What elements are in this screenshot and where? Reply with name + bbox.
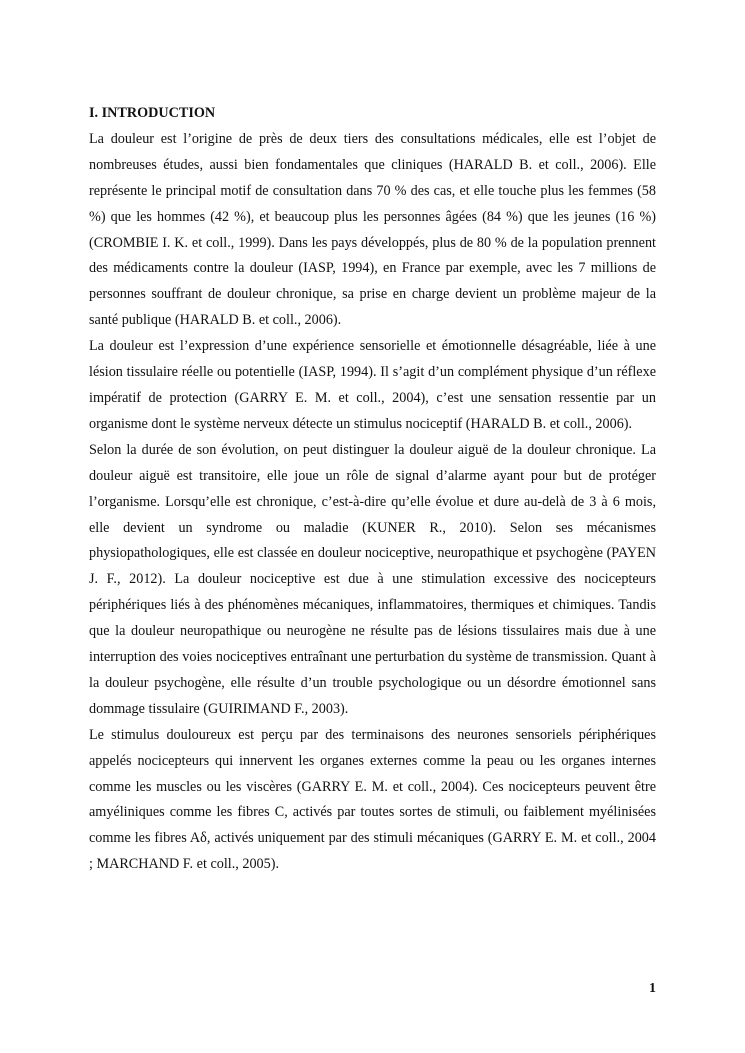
document-body (89, 101, 656, 878)
paragraph-classification: Selon la durée de son évolution, on peut distinguer la douleur aiguë de la douleur chronique. La douleur aiguë est transitoire, elle joue un rôle de signal d’alarme ayant pour but de protéger l’organisme. Lorsqu’elle est chronique, c’est-à-dire qu’elle évolue et dure au-delà de 3 à 6 mois, elle devient un syndrome ou maladie (KUNER R., 2010). Selon ses mécanismes physiopathologiques, elle est classée en douleur nociceptive, neuropathique et psychogène (PAYEN J. F., 2012). La douleur nociceptive est due à une stimulation excessive des nocicepteurs périphériques liés à des phénomènes mécaniques, inflammatoires, thermiques et chimiques. Tandis que la douleur neuropathique ou neurogène ne résulte pas de lésions tissulaires mais due à une interruption des voies nociceptives entraînant une perturbation du système de transmission. Quant à la douleur psychogène, elle résulte d’un trouble psychologique ou un désordre émotionnel sans dommage tissulaire (GUIRIMAND F., 2003). (89, 441, 656, 717)
section-heading: I. INTRODUCTION (89, 105, 216, 121)
paragraph-nociceptors: Le stimulus douloureux est perçu par des terminaisons des neurones sensoriels périphériques appelés nocicepteurs qui innervent les organes externes comme la peau ou les organes internes comme les muscles ou les viscères (GARRY E. M. et coll., 2004). Ces nocicepteurs peuvent être amyéliniques comme les fibres C, activés par toutes sortes de stimuli, ou faiblement myélinisées comme les fibres Aδ, activés uniquement par des stimuli mécaniques (GARRY E. M. et coll., 2004 ; MARCHAND F. et coll., 2005). (89, 726, 656, 873)
paragraph-definition: La douleur est l’expression d’une expérience sensorielle et émotionnelle désagréable, liée à une lésion tissulaire réelle ou potentielle (IASP, 1994). Il s’agit d’un complément physique d’un réflexe impératif de protection (GARRY E. M. et coll., 2004), c’est une sensation ressentie par un organisme dont le système nerveux détecte un stimulus nociceptif (HARALD B. et coll., 2006). (89, 338, 656, 432)
page-number: 1 (649, 981, 656, 996)
paragraph-prevalence: La douleur est l’origine de près de deux tiers des consultations médicales, elle est l’objet de nombreuses études, aussi bien fondamentales que cliniques (HARALD B. et coll., 2006). Elle représente le principal motif de consultation dans 70 % des cas, et elle touche plus les femmes (58 %) que les hommes (42 %), et beaucoup plus les personnes âgées (84 %) que les jeunes (16 %) (CROMBIE I. K. et coll., 1999). Dans les pays développés, plus de 80 % de la population prennent des médicaments contre la douleur (IASP, 1994), en France par exemple, avec les 7 millions de personnes souffrant de douleur chronique, sa prise en charge devient un problème majeur de la santé publique (HARALD B. et coll., 2006). (89, 130, 656, 329)
